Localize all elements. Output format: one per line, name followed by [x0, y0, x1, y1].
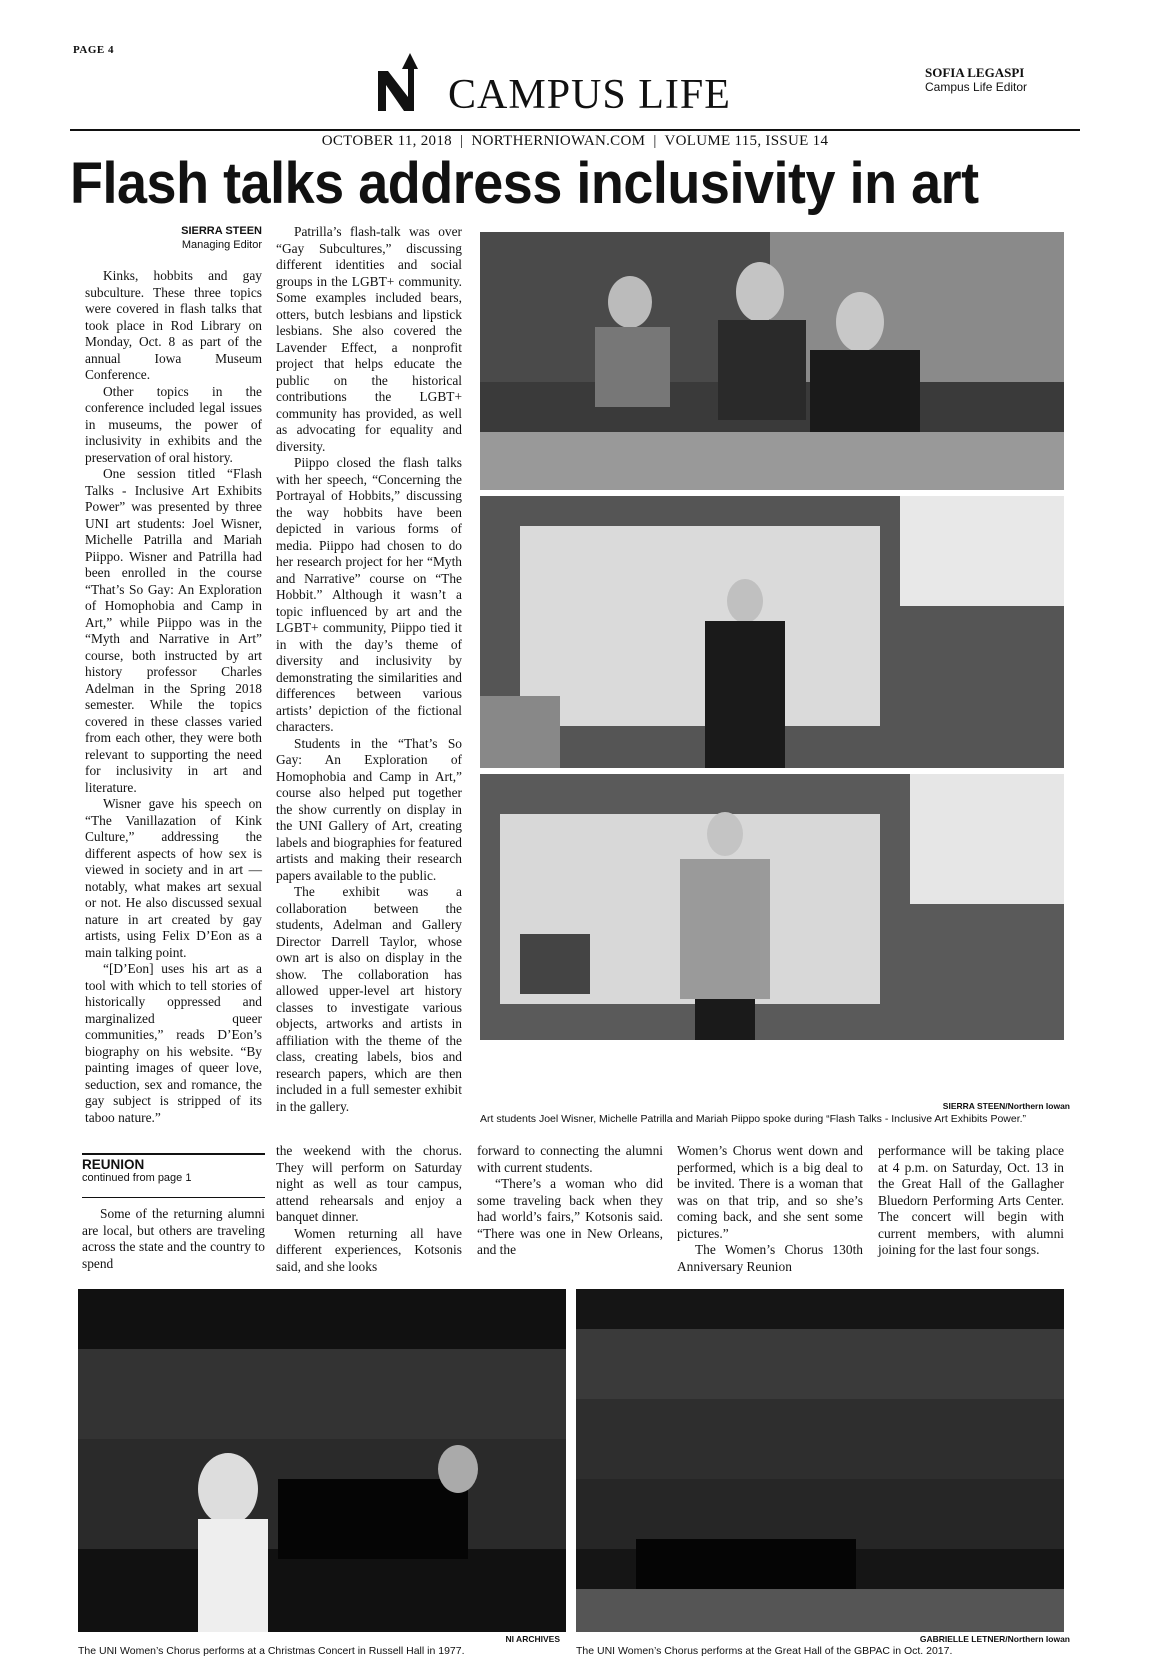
reunion-paragraph: “There’s a woman who did some traveling back when they had world’s fairs,” Kotsonis said. “There was one in New Orleans, and the	[477, 1176, 663, 1257]
header-rule	[70, 129, 1080, 131]
byline-name: SIERRA STEEN	[181, 225, 262, 237]
editor-role: Campus Life Editor	[925, 80, 1028, 94]
reunion-paragraph: Women’s Chorus went down and performed, which is a big deal to be invited. There is a woman that was on that trip, and so she’s coming back, and she sent some pictures.”	[677, 1143, 863, 1241]
article-paragraph: One session titled “Flash Talks - Inclusive Art Exhibits Power” was presented by three UNI art students: Joel Wisner, Michelle Patrilla and Mariah Piippo. Wisner and Patrilla had been enrolled in the course “That’s So Gay: An Exploration of Homophobia and Camp in Art,” while Piippo was in the “Myth and Narrative in Art” course, both instructed by art history professor Charles Adelman in the Spring 2018 semester. While the topics covered in these classes varied from each other, they were both relevant to supporting the need for inclusivity in art and literature.	[85, 466, 262, 795]
reunion-title: REUNION	[82, 1157, 145, 1172]
editor-name: SOFIA LEGASPI	[925, 65, 1025, 80]
photo-right-caption: The UNI Women’s Chorus performs at the Great Hall of the GBPAC in Oct. 2017.	[576, 1645, 953, 1657]
reunion-paragraph: forward to connecting the alumni with current students.	[477, 1143, 663, 1175]
reunion-column-2	[276, 1143, 462, 1275]
article-paragraph: The exhibit was a collaboration between the students, Adelman and Gallery Director Darrell Taylor, whose own art is also on display in the show. The collaboration has allowed upper-level art history classes to investigate various objects, artworks and artists in affiliation with the theme of the class, creating labels, bios and research papers, which are then included in a full semester exhibit in the gallery.	[276, 884, 462, 1114]
reunion-column-5	[878, 1143, 1064, 1259]
article-paragraph: Students in the “That’s So Gay: An Exploration of Homophobia and Camp in Art,” course also helped put together the show currently on display in the UNI Gallery of Art, creating labels and biographies for featured artists and making their research papers available to the public.	[276, 735, 462, 883]
article-paragraph: Wisner gave his speech on “The Vanillazation of Kink Culture,” addressing the different aspects of how sex is viewed in society and in art — notably, what makes art sexual or not. He also discussed sexual nature in art created by gay artists, using Felix D’Eon as a main talking point.	[85, 796, 262, 960]
photo-students-seated	[480, 232, 1064, 490]
reunion-paragraph: Some of the returning alumni are local, but others are traveling across the state and the country to spend	[82, 1206, 265, 1271]
page-number: PAGE 4	[73, 44, 114, 56]
reunion-column-1	[82, 1206, 265, 1272]
photo-left-credit: NI ARCHIVES	[505, 1634, 560, 1644]
photo-mariah-piippo	[480, 496, 1064, 768]
section-title: CAMPUS LIFE	[448, 72, 731, 118]
photo-joel-wisner	[480, 774, 1064, 1040]
reunion-jump-header	[82, 1157, 265, 1184]
article-paragraph: Piippo closed the flash talks with her speech, “Concerning the Portrayal of Hobbits,” discussing the way hobbits have been depicted in various forms of media. Piippo had chosen to do her research project for her “Myth and Narrative” course on “The Hobbit.” Although it wasn’t a topic influenced by art and the LGBT+ community, Piippo tied it in with the day’s theme of diversity and inclusivity by demonstrating the similarities and differences between various artists’ depiction of the fictional characters.	[276, 455, 462, 734]
dateline: OCTOBER 11, 2018 | NORTHERNIOWAN.COM | VOLUME 115, ISSUE 14	[321, 133, 829, 149]
reunion-paragraph: The Women’s Chorus 130th Anniversary Reunion	[677, 1242, 863, 1274]
northern-iowan-logo	[378, 53, 428, 111]
reunion-column-3	[477, 1143, 663, 1259]
article-column-1	[85, 268, 262, 1126]
article-paragraph: Kinks, hobbits and gay subculture. These three topics were covered in flash talks that took place in Rod Library on Monday, Oct. 8 as part of the annual Iowa Museum Conference.	[85, 268, 262, 382]
photo-left-caption: The UNI Women’s Chorus performs at a Christmas Concert in Russell Hall in 1977.	[78, 1645, 465, 1657]
photo-caption: Art students Joel Wisner, Michelle Patrilla and Mariah Piippo spoke during “Flash Talks - Inclusive Art Exhibits Power.”	[480, 1113, 1027, 1125]
reunion-paragraph: performance will be taking place at 4 p.m. on Saturday, Oct. 13 in the Great Hall of the Gallagher Bluedorn Performing Arts Center. The concert will begin with current members, with alumni joining for the last four songs.	[878, 1143, 1064, 1257]
reunion-column-4	[677, 1143, 863, 1275]
reunion-paragraph: Women returning all have different experiences, Kotsonis said, and she looks	[276, 1225, 462, 1274]
photo-right-credit: GABRIELLE LETNER/Northern Iowan	[919, 1634, 1070, 1644]
headline: Flash talks address inclusivity in art	[70, 151, 979, 216]
byline-role: Managing Editor	[181, 239, 262, 251]
reunion-subtitle: continued from page 1	[82, 1172, 192, 1184]
article-paragraph: Other topics in the conference included legal issues in museums, the power of inclusivity in exhibits and the preservation of oral history.	[85, 383, 262, 465]
reunion-rule	[82, 1153, 265, 1155]
article-paragraph: “[D’Eon] uses his art as a tool with which to tell stories of historically oppressed and marginalized queer communities,” reads D’Eon’s biography on his website. “By painting images of queer love, seduction, sex and romance, the gay subject is stripped of its taboo nature.”	[85, 961, 262, 1125]
article-column-2	[276, 224, 462, 1115]
photo-credit: SIERRA STEEN/Northern Iowan	[942, 1101, 1070, 1111]
article-paragraph: Patrilla’s flash-talk was over “Gay Subcultures,” discussing different identities and social groups in the LGBT+ community. Some examples included bears, otters, butch lesbians and lipstick lesbians. She also covered the Lavender Effect, a nonprofit project that helps educate the public on the historical contributions the LGBT+ community has provided, as well as advocating for equality and diversity.	[276, 224, 462, 454]
reunion-rule-bottom	[82, 1197, 265, 1198]
reunion-paragraph: the weekend with the chorus. They will perform on Saturday night as well as tour campus, attend rehearsals and enjoy a banquet dinner.	[276, 1143, 462, 1224]
photo-chorus-2017	[576, 1289, 1064, 1632]
photo-chorus-1977	[78, 1289, 566, 1632]
